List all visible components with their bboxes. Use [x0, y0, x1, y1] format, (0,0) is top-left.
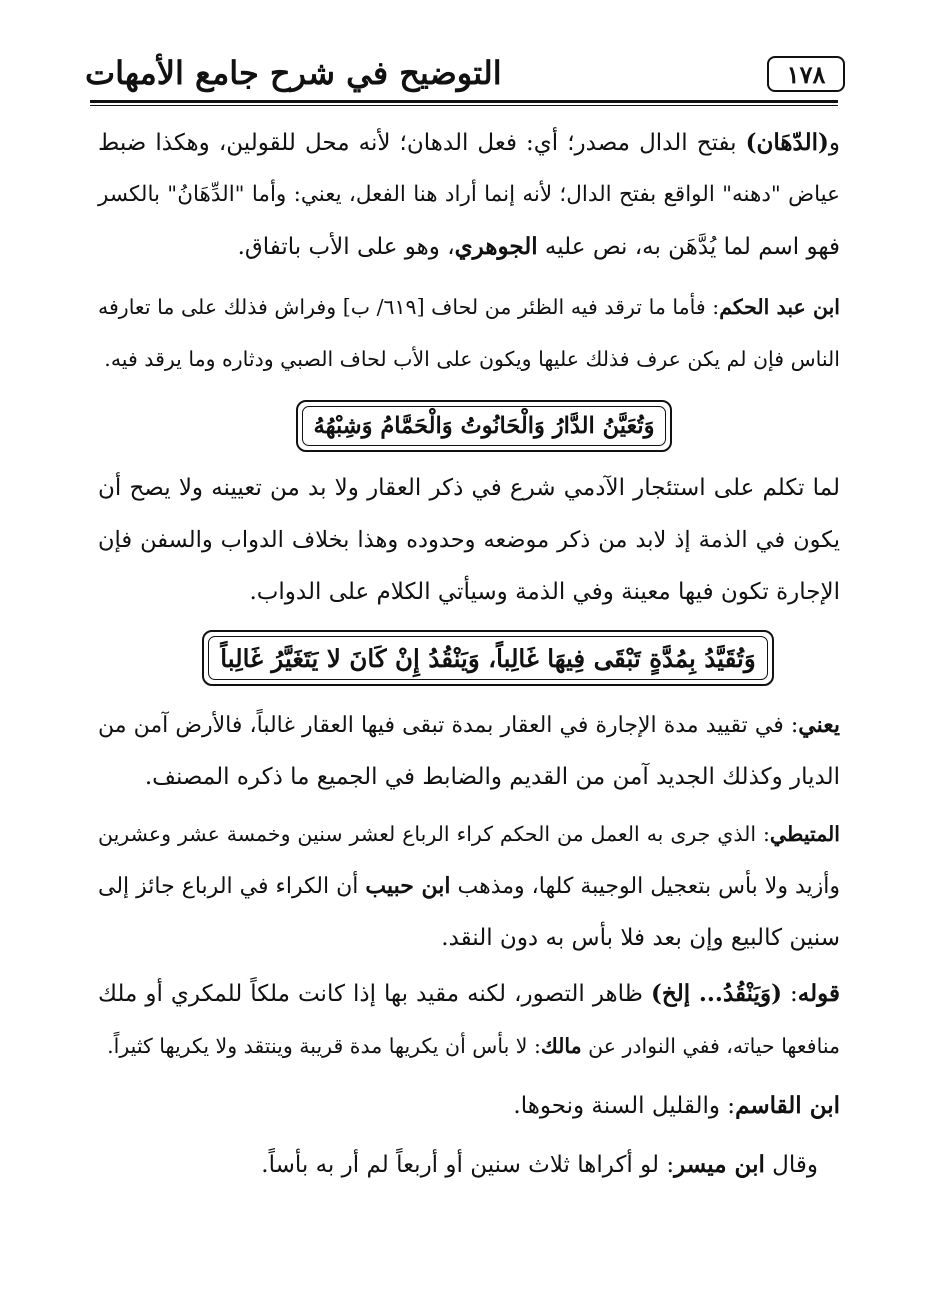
- paragraph-dahan: [98, 117, 840, 273]
- text-line: الإجارة تكون فيها معينة وفي الذمة وسيأتي الكلام على الدواب.: [249, 579, 840, 605]
- paragraph-ibn-abd-alhakam: [98, 281, 840, 385]
- paragraph-ibn-alqasim: [98, 1080, 840, 1132]
- text-line: و(الدّهَان) بفتح الدال مصدر؛ أي: فعل الدهان؛ لأنه محل للقولين، وهكذا ضبط: [98, 129, 840, 156]
- text-line: لما تكلم على استئجار الآدمي شرع في ذكر العقار ولا بد من تعيينه ولا يصح أن: [98, 475, 840, 501]
- text-line: منافعها حياته، ففي النوادر عن مالك: لا بأس أن يكريها مدة قريبة وينتقد ولا يكريها كثيراً.: [107, 1034, 840, 1058]
- paragraph-aqar: [98, 462, 840, 618]
- header-rule: [90, 100, 838, 103]
- paragraph-ibn-muyassar: [98, 1139, 818, 1191]
- text-line: سنين كالبيع وإن بعد فلا بأس به دون النقد.: [441, 925, 840, 951]
- text-line: وقال ابن ميسر: لو أكراها ثلاث سنين أو أربعاً لم أر به بأساً.: [261, 1151, 818, 1178]
- text-line: وأزيد ولا بأس بتعجيل الوجيبة كلها، ومذهب ابن حبيب أن الكراء في الرباع جائز إلى: [98, 873, 840, 899]
- paragraph-qawluhu: [98, 968, 840, 1072]
- text-line: الديار وكذلك الجديد آمن من القديم والضابط في الجميع ما ذكره المصنف.: [144, 764, 840, 790]
- matn-box-first: وَتُعَيَّنُ الدَّارُ وَالْحَانُوتُ وَالْحَمَّامُ وَشِبْهُهُ: [296, 400, 672, 452]
- header-rule-thin: [90, 105, 838, 106]
- text-line: يكون في الذمة إذ لابد من ذكر موضعه وحدوده وهذا بخلاف الدواب والسفن فإن: [98, 527, 840, 553]
- text-line: ابن عبد الحكم: فأما ما ترقد فيه الظئر من لحاف [٦١٩/ ب] وفراش فذلك على ما تعارفه: [98, 295, 840, 319]
- text-line: قوله: (وَيَنْقُدُ... إلخ) ظاهر التصور، لكنه مقيد بها إذا كانت ملكاً للمكري أو ملك: [98, 980, 840, 1007]
- page-number: ١٧٨: [767, 56, 845, 92]
- paragraph-yani: [98, 699, 840, 803]
- text-line: الناس فإن لم يكن عرف فذلك عليها ويكون على الأب لحاف الصبي ودثاره وما يرقد فيه.: [104, 347, 840, 371]
- text-line: فهو اسم لما يُدَّهَن به، نص عليه الجوهري، وهو على الأب باتفاق.: [237, 233, 840, 260]
- paragraph-mutayti: [98, 808, 840, 964]
- book-title: التوضيح في شرح جامع الأمهات: [85, 54, 502, 92]
- page-header: [85, 48, 845, 100]
- text-line: المتيطي: الذي جرى به العمل من الحكم كراء الرباع لعشر سنين وخمسة عشر وعشرين: [98, 822, 840, 846]
- text-line: يعني: في تقييد مدة الإجارة في العقار بمدة تبقى فيها العقار غالباً، فالأرض آمن من: [98, 712, 840, 738]
- matn-box-second: وَتُقَيَّدُ بِمُدَّةٍ تَبْقَى فِيهَا غَالِباً، وَيَنْقُدُ إِنْ كَانَ لا يَتَغَيَّرُ غَالِباً: [202, 630, 774, 686]
- text-line: ابن القاسم: والقليل السنة ونحوها.: [513, 1092, 840, 1119]
- text-line: عياض "دهنه" الواقع بفتح الدال؛ لأنه إنما أراد هنا الفعل، يعني: وأما "الدِّهَانُ" بالكسر: [98, 182, 840, 207]
